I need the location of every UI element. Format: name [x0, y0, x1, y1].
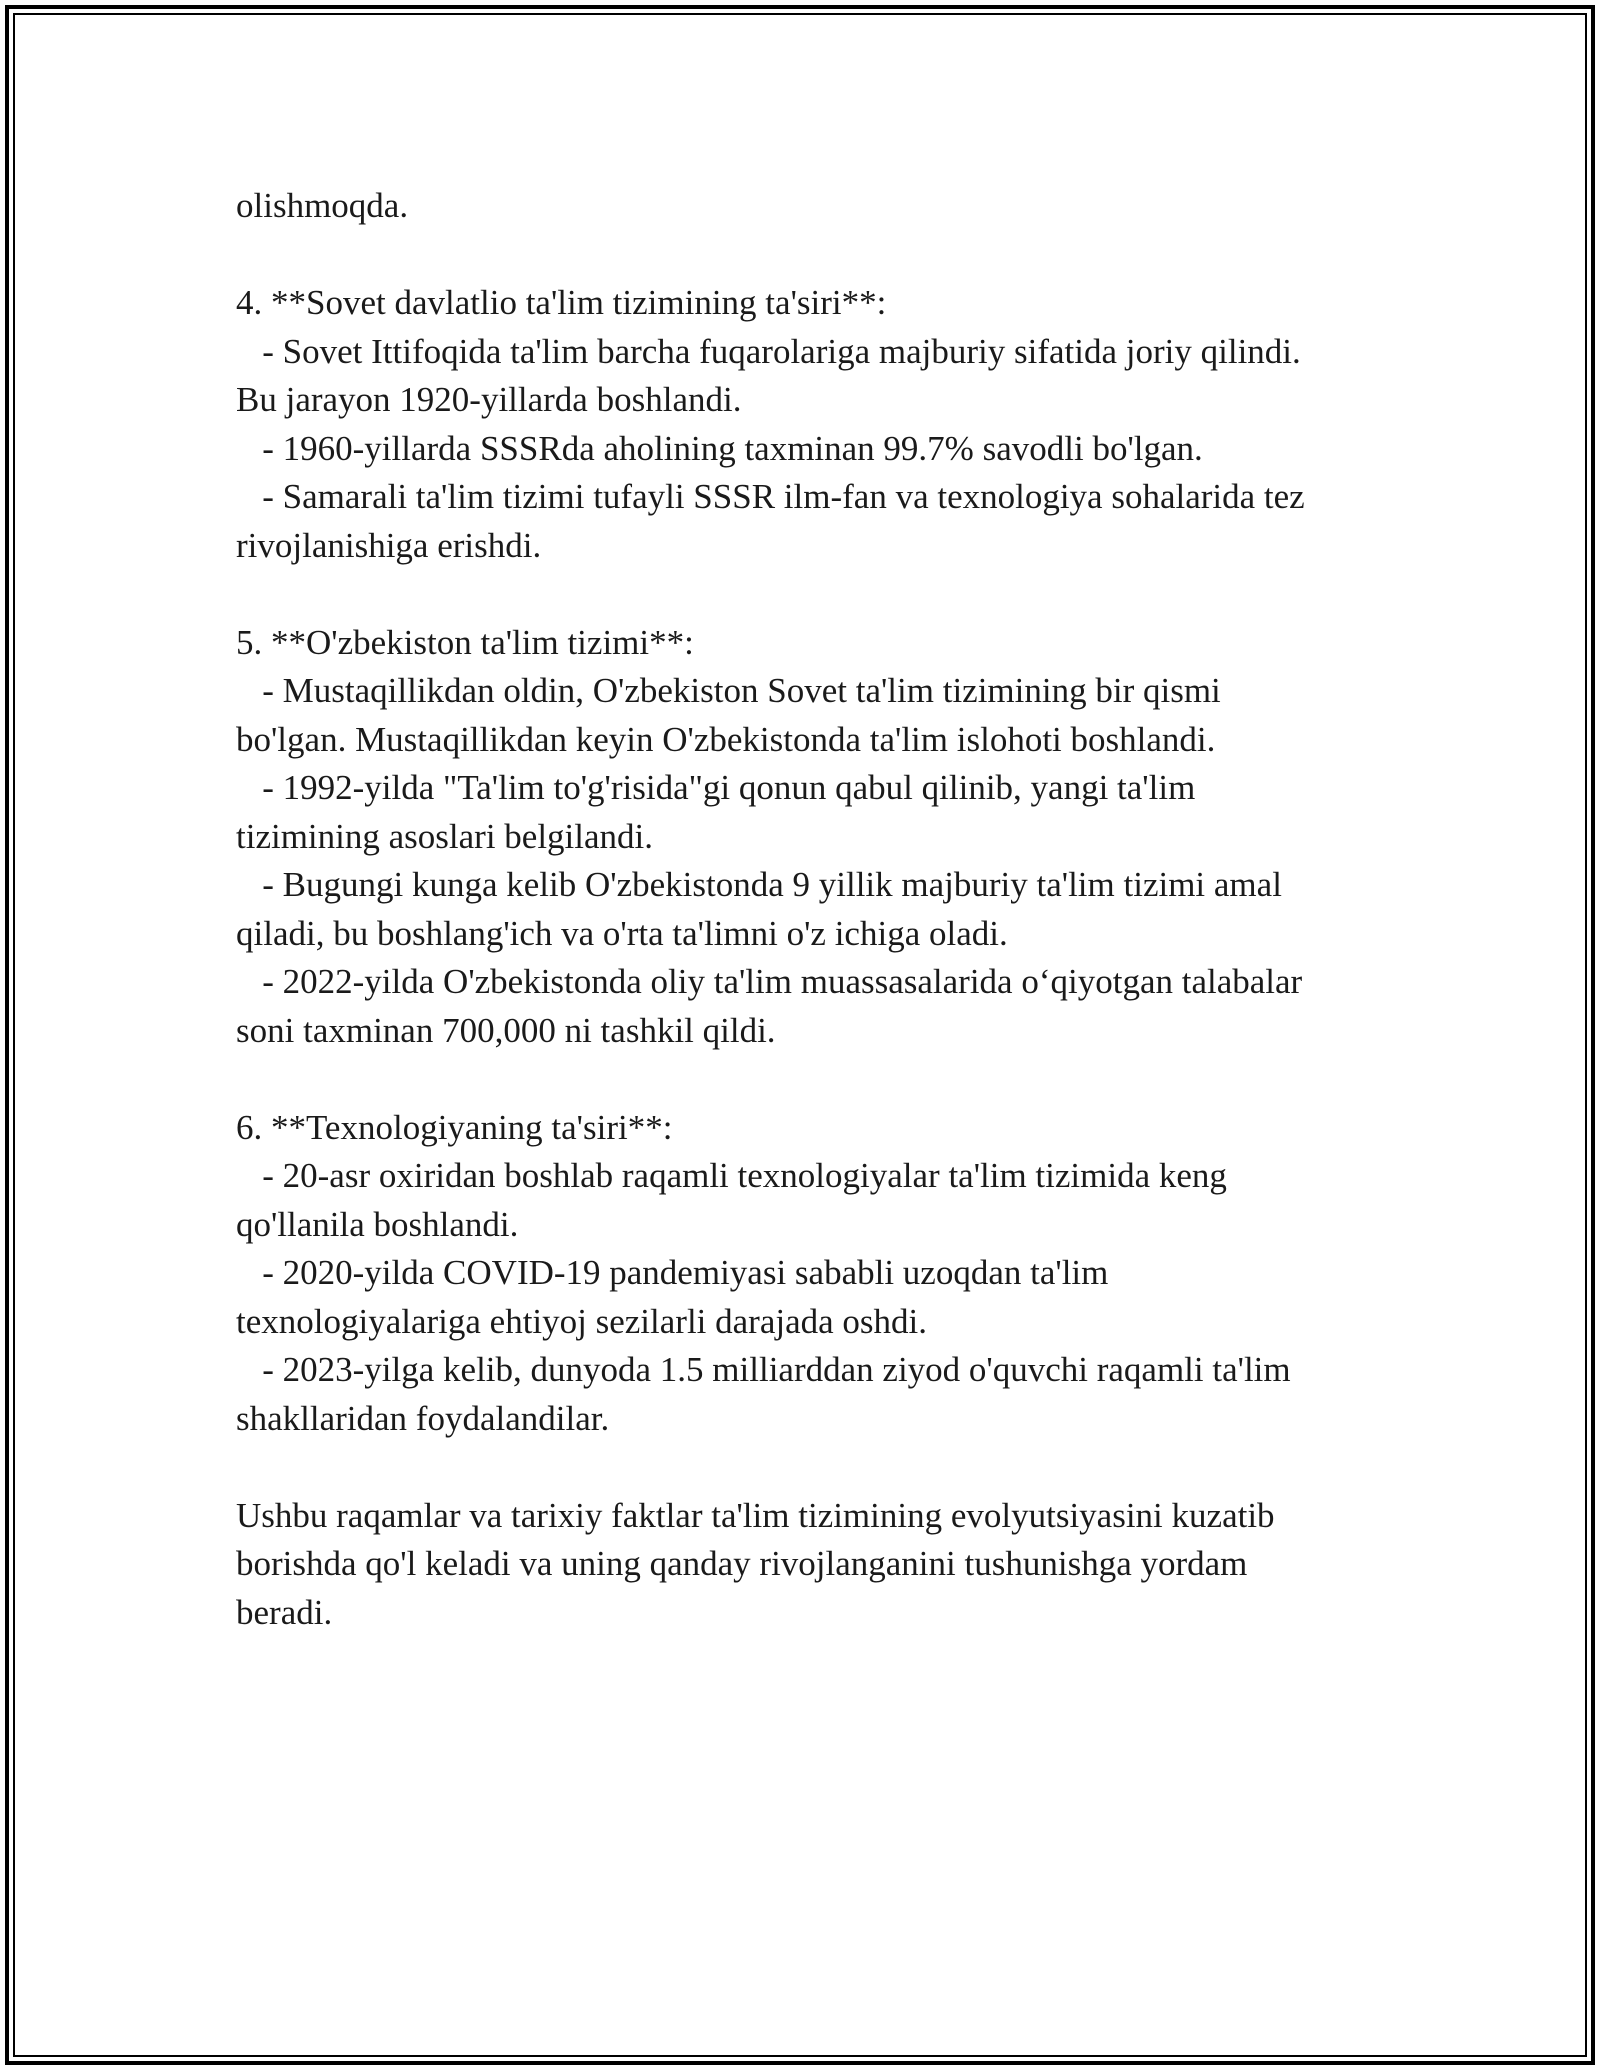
conclusion	[236, 1492, 1436, 1638]
section-heading: 6. **Texnologiyaning ta'siri**:	[236, 1107, 673, 1147]
section-line: tizimining asoslari belgilandi.	[236, 816, 654, 856]
section-line: - Mustaqillikdan oldin, O'zbekiston Sovet ta'lim tizimining bir qismi	[236, 671, 1221, 710]
spacer	[236, 231, 1436, 280]
section-line: shakllaridan foydalandilar.	[236, 1398, 610, 1438]
section-line: soni taxminan 700,000 ni tashkil qildi.	[236, 1010, 776, 1050]
section-line: bo'lgan. Mustaqillikdan keyin O'zbekistonda ta'lim islohoti boshlandi.	[236, 719, 1216, 759]
spacer	[236, 1443, 1436, 1492]
section-heading: 5. **O'zbekiston ta'lim tizimi**:	[236, 622, 694, 662]
section-line: rivojlanishiga erishdi.	[236, 525, 542, 565]
section-line: texnologiyalariga ehtiyoj sezilarli darajada oshdi.	[236, 1301, 928, 1341]
section-line: - 2022-yilda O'zbekistonda oliy ta'lim muassasalarida o‘qiyotgan talabalar	[236, 962, 1303, 1001]
section-heading: 4. **Sovet davlatlio ta'lim tizimining ta'siri**:	[236, 283, 887, 322]
intro-tail: olishmoqda.	[236, 186, 409, 225]
conclusion-line: beradi.	[236, 1592, 333, 1632]
section-line: - Samarali ta'lim tizimi tufayli SSSR ilm-fan va texnologiya sohalarida tez	[236, 477, 1305, 516]
section-line: - 20-asr oxiridan boshlab raqamli texnologiyalar ta'lim tizimida keng	[236, 1156, 1227, 1195]
section-line: - Sovet Ittifoqida ta'lim barcha fuqarolariga majburiy sifatida joriy qilindi.	[236, 331, 1301, 371]
conclusion-line: Ushbu raqamlar va tarixiy faktlar ta'lim tizimining evolyutsiyasini kuzatib	[236, 1495, 1275, 1535]
section-uzbekistan	[236, 619, 1436, 1056]
document-body	[236, 182, 1436, 1637]
section-line: - 2020-yilda COVID-19 pandemiyasi sababli uzoqdan ta'lim	[236, 1253, 1109, 1292]
section-line: qiladi, bu boshlang'ich va o'rta ta'limni o'z ichiga oladi.	[236, 913, 1008, 953]
section-line: Bu jarayon 1920-yillarda boshlandi.	[236, 380, 742, 419]
section-line: - Bugungi kunga kelib O'zbekistonda 9 yillik majburiy ta'lim tizimi amal	[236, 865, 1282, 904]
spacer	[236, 1055, 1436, 1104]
section-line: - 1960-yillarda SSSRda aholining taxminan 99.7% savodli bo'lgan.	[236, 428, 1203, 468]
section-line: - 2023-yilga kelib, dunyoda 1.5 milliarddan ziyod o'quvchi raqamli ta'lim	[236, 1350, 1291, 1389]
section-line: - 1992-yilda "Ta'lim to'g'risida"gi qonun qabul qilinib, yangi ta'lim	[236, 768, 1196, 807]
conclusion-line: borishda qo'l keladi va uning qanday rivojlanganini tushunishga yordam	[236, 1544, 1248, 1583]
section-technology	[236, 1104, 1436, 1444]
spacer	[236, 570, 1436, 619]
section-soviet	[236, 279, 1436, 570]
section-line: qo'llanila boshlandi.	[236, 1204, 519, 1244]
